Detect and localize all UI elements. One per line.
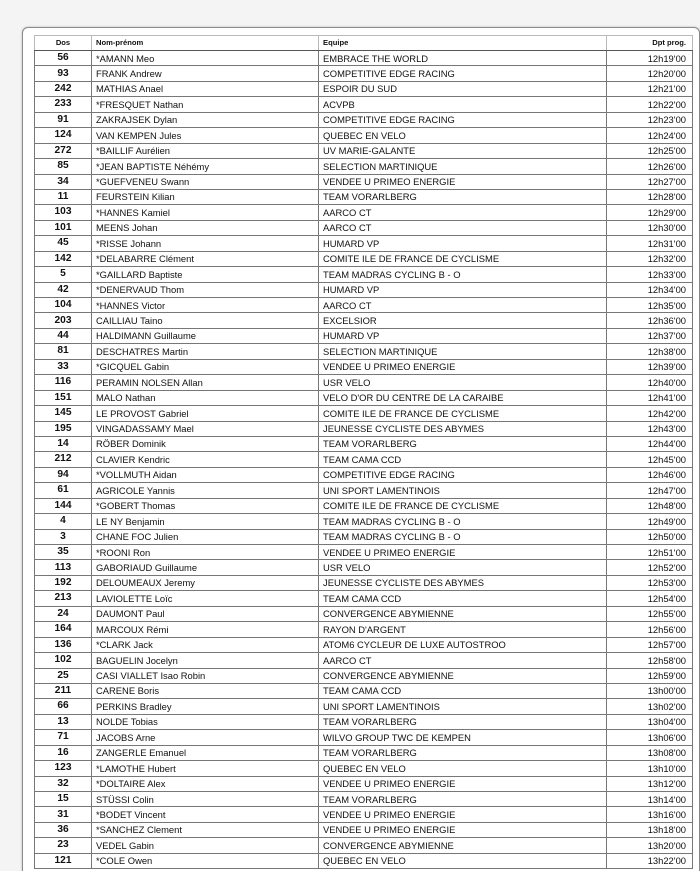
departure-time-cell: 12h29'00 (607, 205, 693, 220)
bib-number-cell: 42 (35, 282, 92, 297)
bib-number-cell: 123 (35, 761, 92, 776)
rider-name-cell: CHANE FOC Julien (92, 529, 319, 544)
table-row (35, 853, 693, 868)
departure-time-cell: 12h35'00 (607, 298, 693, 313)
bib-number-cell: 124 (35, 128, 92, 143)
table-row (35, 267, 693, 282)
table-row (35, 359, 693, 374)
departure-time-cell: 12h25'00 (607, 143, 693, 158)
team-cell: AARCO CT (319, 653, 607, 668)
team-cell: TEAM VORARLBERG (319, 792, 607, 807)
team-cell: ACVPB (319, 97, 607, 112)
rider-name-cell: *AMANN Meo (92, 51, 319, 66)
departure-time-cell: 12h39'00 (607, 359, 693, 374)
team-cell: COMITE ILE DE FRANCE DE CYCLISME (319, 406, 607, 421)
bib-number-cell: 32 (35, 776, 92, 791)
bib-number-cell: 3 (35, 529, 92, 544)
departure-time-cell: 12h57'00 (607, 637, 693, 652)
departure-time-cell: 12h28'00 (607, 189, 693, 204)
rider-name-cell: ZAKRAJSEK Dylan (92, 112, 319, 127)
bib-number-cell: 14 (35, 436, 92, 451)
rider-name-cell: *DENERVAUD Thom (92, 282, 319, 297)
team-cell: VENDEE U PRIMEO ENERGIE (319, 359, 607, 374)
bib-number-cell: 5 (35, 267, 92, 282)
bib-number-cell: 71 (35, 730, 92, 745)
table-row (35, 112, 693, 127)
departure-time-cell: 12h45'00 (607, 452, 693, 467)
table-row (35, 375, 693, 390)
rider-name-cell: PERKINS Bradley (92, 699, 319, 714)
rider-name-cell: *RISSE Johann (92, 236, 319, 251)
team-cell: USR VELO (319, 375, 607, 390)
departure-time-cell: 13h10'00 (607, 761, 693, 776)
header-departure: Dpt prog. (607, 36, 693, 51)
team-cell: VENDEE U PRIMEO ENERGIE (319, 822, 607, 837)
bib-number-cell: 36 (35, 822, 92, 837)
team-cell: UNI SPORT LAMENTINOIS (319, 483, 607, 498)
departure-time-cell: 12h20'00 (607, 66, 693, 81)
team-cell: COMPETITIVE EDGE RACING (319, 112, 607, 127)
team-cell: AARCO CT (319, 205, 607, 220)
bib-number-cell: 203 (35, 313, 92, 328)
rider-name-cell: FEURSTEIN Kilian (92, 189, 319, 204)
table-row (35, 421, 693, 436)
table-row (35, 205, 693, 220)
bib-number-cell: 11 (35, 189, 92, 204)
table-row (35, 66, 693, 81)
bib-number-cell: 93 (35, 66, 92, 81)
departure-time-cell: 12h49'00 (607, 514, 693, 529)
rider-name-cell: *BODET Vincent (92, 807, 319, 822)
table-row (35, 683, 693, 698)
team-cell: HUMARD VP (319, 236, 607, 251)
bib-number-cell: 213 (35, 591, 92, 606)
table-row (35, 776, 693, 791)
team-cell: TEAM VORARLBERG (319, 745, 607, 760)
bib-number-cell: 31 (35, 807, 92, 822)
table-row (35, 406, 693, 421)
header-row (35, 36, 693, 51)
header-dos: Dos (35, 36, 92, 51)
rider-name-cell: CLAVIER Kendric (92, 452, 319, 467)
rider-name-cell: *GOBERT Thomas (92, 498, 319, 513)
team-cell: COMITE ILE DE FRANCE DE CYCLISME (319, 251, 607, 266)
rider-name-cell: MARCOUX Rémi (92, 622, 319, 637)
rider-name-cell: MEENS Johan (92, 220, 319, 235)
table-row (35, 545, 693, 560)
bib-number-cell: 35 (35, 545, 92, 560)
team-cell: TEAM CAMA CCD (319, 683, 607, 698)
departure-time-cell: 12h34'00 (607, 282, 693, 297)
rider-name-cell: MALO Nathan (92, 390, 319, 405)
bib-number-cell: 91 (35, 112, 92, 127)
rider-name-cell: *DOLTAIRE Alex (92, 776, 319, 791)
rider-name-cell: VAN KEMPEN Jules (92, 128, 319, 143)
bib-number-cell: 113 (35, 560, 92, 575)
bib-number-cell: 16 (35, 745, 92, 760)
rider-name-cell: NOLDE Tobias (92, 714, 319, 729)
bib-number-cell: 242 (35, 81, 92, 96)
rider-name-cell: STÜSSI Colin (92, 792, 319, 807)
table-row (35, 606, 693, 621)
departure-time-cell: 12h27'00 (607, 174, 693, 189)
rider-name-cell: *BAILLIF Aurélien (92, 143, 319, 158)
rider-name-cell: *HANNES Kamiel (92, 205, 319, 220)
team-cell: TEAM MADRAS CYCLING B - O (319, 267, 607, 282)
team-cell: ATOM6 CYCLEUR DE LUXE AUTOSTROO (319, 637, 607, 652)
table-row (35, 838, 693, 853)
header-name: Nom-prénom (92, 36, 319, 51)
team-cell: SELECTION MARTINIQUE (319, 344, 607, 359)
team-cell: JEUNESSE CYCLISTE DES ABYMES (319, 575, 607, 590)
team-cell: TEAM MADRAS CYCLING B - O (319, 529, 607, 544)
bib-number-cell: 24 (35, 606, 92, 621)
departure-time-cell: 12h19'00 (607, 51, 693, 66)
team-cell: COMPETITIVE EDGE RACING (319, 66, 607, 81)
table-row (35, 622, 693, 637)
table-row (35, 745, 693, 760)
table-row (35, 822, 693, 837)
table-header (35, 36, 693, 51)
rider-name-cell: VINGADASSAMY Mael (92, 421, 319, 436)
departure-time-cell: 12h55'00 (607, 606, 693, 621)
bib-number-cell: 164 (35, 622, 92, 637)
rider-name-cell: *COLE Owen (92, 853, 319, 868)
table-row (35, 467, 693, 482)
team-cell: COMPETITIVE EDGE RACING (319, 467, 607, 482)
table-row (35, 807, 693, 822)
bib-number-cell: 272 (35, 143, 92, 158)
rider-name-cell: *FRESQUET Nathan (92, 97, 319, 112)
table-row (35, 81, 693, 96)
table-row (35, 97, 693, 112)
team-cell: TEAM CAMA CCD (319, 591, 607, 606)
bib-number-cell: 56 (35, 51, 92, 66)
departure-time-cell: 12h41'00 (607, 390, 693, 405)
rider-name-cell: DESCHATRES Martin (92, 344, 319, 359)
departure-time-cell: 12h31'00 (607, 236, 693, 251)
rider-name-cell: *SANCHEZ Clement (92, 822, 319, 837)
departure-time-cell: 13h06'00 (607, 730, 693, 745)
bib-number-cell: 45 (35, 236, 92, 251)
departure-time-cell: 13h16'00 (607, 807, 693, 822)
table-row (35, 390, 693, 405)
table-row (35, 251, 693, 266)
bib-number-cell: 61 (35, 483, 92, 498)
bib-number-cell: 34 (35, 174, 92, 189)
departure-time-cell: 12h36'00 (607, 313, 693, 328)
rider-name-cell: CAILLIAU Taino (92, 313, 319, 328)
rider-name-cell: *VOLLMUTH Aidan (92, 467, 319, 482)
team-cell: VELO D'OR DU CENTRE DE LA CARAIBE (319, 390, 607, 405)
team-cell: QUEBEC EN VELO (319, 761, 607, 776)
rider-name-cell: *ROONI Ron (92, 545, 319, 560)
table-row (35, 560, 693, 575)
departure-time-cell: 12h21'00 (607, 81, 693, 96)
team-cell: COMITE ILE DE FRANCE DE CYCLISME (319, 498, 607, 513)
team-cell: WILVO GROUP TWC DE KEMPEN (319, 730, 607, 745)
team-cell: CONVERGENCE ABYMIENNE (319, 668, 607, 683)
departure-time-cell: 12h59'00 (607, 668, 693, 683)
team-cell: AARCO CT (319, 298, 607, 313)
team-cell: HUMARD VP (319, 282, 607, 297)
team-cell: VENDEE U PRIMEO ENERGIE (319, 776, 607, 791)
bib-number-cell: 4 (35, 514, 92, 529)
departure-time-cell: 12h47'00 (607, 483, 693, 498)
rider-name-cell: DELOUMEAUX Jeremy (92, 575, 319, 590)
bib-number-cell: 33 (35, 359, 92, 374)
team-cell: EMBRACE THE WORLD (319, 51, 607, 66)
team-cell: AARCO CT (319, 220, 607, 235)
departure-time-cell: 12h40'00 (607, 375, 693, 390)
table-row (35, 637, 693, 652)
rider-name-cell: *LAMOTHE Hubert (92, 761, 319, 776)
team-cell: VENDEE U PRIMEO ENERGIE (319, 545, 607, 560)
rider-name-cell: *HANNES Victor (92, 298, 319, 313)
bib-number-cell: 233 (35, 97, 92, 112)
header-team: Equipe (319, 36, 607, 51)
team-cell: HUMARD VP (319, 328, 607, 343)
team-cell: UNI SPORT LAMENTINOIS (319, 699, 607, 714)
departure-time-cell: 12h52'00 (607, 560, 693, 575)
bib-number-cell: 212 (35, 452, 92, 467)
rider-name-cell: LE NY Benjamin (92, 514, 319, 529)
bib-number-cell: 195 (35, 421, 92, 436)
bib-number-cell: 15 (35, 792, 92, 807)
team-cell: USR VELO (319, 560, 607, 575)
bib-number-cell: 23 (35, 838, 92, 853)
departure-time-cell: 13h18'00 (607, 822, 693, 837)
team-cell: JEUNESSE CYCLISTE DES ABYMES (319, 421, 607, 436)
bib-number-cell: 66 (35, 699, 92, 714)
bib-number-cell: 85 (35, 159, 92, 174)
rider-name-cell: *JEAN BAPTISTE Néhémy (92, 159, 319, 174)
bib-number-cell: 145 (35, 406, 92, 421)
rider-name-cell: GABORIAUD Guillaume (92, 560, 319, 575)
table-row (35, 128, 693, 143)
bib-number-cell: 142 (35, 251, 92, 266)
departure-time-cell: 12h22'00 (607, 97, 693, 112)
rider-name-cell: PERAMIN NOLSEN Allan (92, 375, 319, 390)
start-list-table (34, 35, 693, 869)
team-cell: SELECTION MARTINIQUE (319, 159, 607, 174)
table-row (35, 591, 693, 606)
departure-time-cell: 12h51'00 (607, 545, 693, 560)
team-cell: TEAM VORARLBERG (319, 189, 607, 204)
departure-time-cell: 13h02'00 (607, 699, 693, 714)
team-cell: TEAM CAMA CCD (319, 452, 607, 467)
table-row (35, 730, 693, 745)
rider-name-cell: CARENE Boris (92, 683, 319, 698)
table-row (35, 714, 693, 729)
rider-name-cell: *GICQUEL Gabin (92, 359, 319, 374)
rider-name-cell: CASI VIALLET Isao Robin (92, 668, 319, 683)
bib-number-cell: 211 (35, 683, 92, 698)
table-row (35, 452, 693, 467)
rider-name-cell: MATHIAS Anael (92, 81, 319, 96)
departure-time-cell: 12h30'00 (607, 220, 693, 235)
table-row (35, 792, 693, 807)
departure-time-cell: 12h24'00 (607, 128, 693, 143)
departure-time-cell: 12h37'00 (607, 328, 693, 343)
departure-time-cell: 13h14'00 (607, 792, 693, 807)
table-row (35, 328, 693, 343)
table-row (35, 668, 693, 683)
bib-number-cell: 94 (35, 467, 92, 482)
team-cell: CONVERGENCE ABYMIENNE (319, 606, 607, 621)
departure-time-cell: 13h22'00 (607, 853, 693, 868)
departure-time-cell: 12h53'00 (607, 575, 693, 590)
departure-time-cell: 12h44'00 (607, 436, 693, 451)
rider-name-cell: *DELABARRE Clément (92, 251, 319, 266)
rider-name-cell: RÖBER Dominik (92, 436, 319, 451)
departure-time-cell: 12h26'00 (607, 159, 693, 174)
rider-name-cell: FRANK Andrew (92, 66, 319, 81)
rider-name-cell: VEDEL Gabin (92, 838, 319, 853)
table-row (35, 699, 693, 714)
team-cell: TEAM MADRAS CYCLING B - O (319, 514, 607, 529)
rider-name-cell: *GAILLARD Baptiste (92, 267, 319, 282)
departure-time-cell: 12h43'00 (607, 421, 693, 436)
bib-number-cell: 13 (35, 714, 92, 729)
table-row (35, 282, 693, 297)
team-cell: UV MARIE-GALANTE (319, 143, 607, 158)
bib-number-cell: 144 (35, 498, 92, 513)
table-row (35, 483, 693, 498)
table-row (35, 653, 693, 668)
team-cell: QUEBEC EN VELO (319, 853, 607, 868)
table-row (35, 189, 693, 204)
bib-number-cell: 102 (35, 653, 92, 668)
rider-name-cell: HALDIMANN Guillaume (92, 328, 319, 343)
team-cell: QUEBEC EN VELO (319, 128, 607, 143)
departure-time-cell: 12h46'00 (607, 467, 693, 482)
table-body (35, 51, 693, 869)
departure-time-cell: 13h20'00 (607, 838, 693, 853)
bib-number-cell: 116 (35, 375, 92, 390)
table-row (35, 220, 693, 235)
table-row (35, 514, 693, 529)
table-row (35, 313, 693, 328)
departure-time-cell: 12h58'00 (607, 653, 693, 668)
bib-number-cell: 192 (35, 575, 92, 590)
departure-time-cell: 12h33'00 (607, 267, 693, 282)
departure-time-cell: 12h48'00 (607, 498, 693, 513)
table-row (35, 298, 693, 313)
departure-time-cell: 13h00'00 (607, 683, 693, 698)
team-cell: EXCELSIOR (319, 313, 607, 328)
departure-time-cell: 13h08'00 (607, 745, 693, 760)
team-cell: ESPOIR DU SUD (319, 81, 607, 96)
rider-name-cell: LE PROVOST Gabriel (92, 406, 319, 421)
bib-number-cell: 101 (35, 220, 92, 235)
rider-name-cell: AGRICOLE Yannis (92, 483, 319, 498)
rider-name-cell: LAVIOLETTE Loïc (92, 591, 319, 606)
departure-time-cell: 12h23'00 (607, 112, 693, 127)
bib-number-cell: 136 (35, 637, 92, 652)
departure-time-cell: 13h12'00 (607, 776, 693, 791)
table-row (35, 143, 693, 158)
team-cell: VENDEE U PRIMEO ENERGIE (319, 174, 607, 189)
departure-time-cell: 13h04'00 (607, 714, 693, 729)
team-cell: CONVERGENCE ABYMIENNE (319, 838, 607, 853)
bib-number-cell: 81 (35, 344, 92, 359)
bib-number-cell: 103 (35, 205, 92, 220)
bib-number-cell: 104 (35, 298, 92, 313)
rider-name-cell: *CLARK Jack (92, 637, 319, 652)
table-row (35, 498, 693, 513)
departure-time-cell: 12h54'00 (607, 591, 693, 606)
table-row (35, 436, 693, 451)
team-cell: RAYON D'ARGENT (319, 622, 607, 637)
table-row (35, 51, 693, 66)
bib-number-cell: 151 (35, 390, 92, 405)
team-cell: VENDEE U PRIMEO ENERGIE (319, 807, 607, 822)
departure-time-cell: 12h32'00 (607, 251, 693, 266)
rider-name-cell: BAGUELIN Jocelyn (92, 653, 319, 668)
table-row (35, 575, 693, 590)
table-row (35, 761, 693, 776)
start-list-sheet (22, 27, 700, 871)
table-row (35, 529, 693, 544)
table-row (35, 236, 693, 251)
departure-time-cell: 12h42'00 (607, 406, 693, 421)
rider-name-cell: DAUMONT Paul (92, 606, 319, 621)
rider-name-cell: *GUEFVENEU Swann (92, 174, 319, 189)
departure-time-cell: 12h38'00 (607, 344, 693, 359)
table-row (35, 344, 693, 359)
bib-number-cell: 44 (35, 328, 92, 343)
departure-time-cell: 12h56'00 (607, 622, 693, 637)
bib-number-cell: 25 (35, 668, 92, 683)
team-cell: TEAM VORARLBERG (319, 714, 607, 729)
departure-time-cell: 12h50'00 (607, 529, 693, 544)
bib-number-cell: 121 (35, 853, 92, 868)
rider-name-cell: JACOBS Arne (92, 730, 319, 745)
table-row (35, 174, 693, 189)
table-row (35, 159, 693, 174)
rider-name-cell: ZANGERLE Emanuel (92, 745, 319, 760)
team-cell: TEAM VORARLBERG (319, 436, 607, 451)
